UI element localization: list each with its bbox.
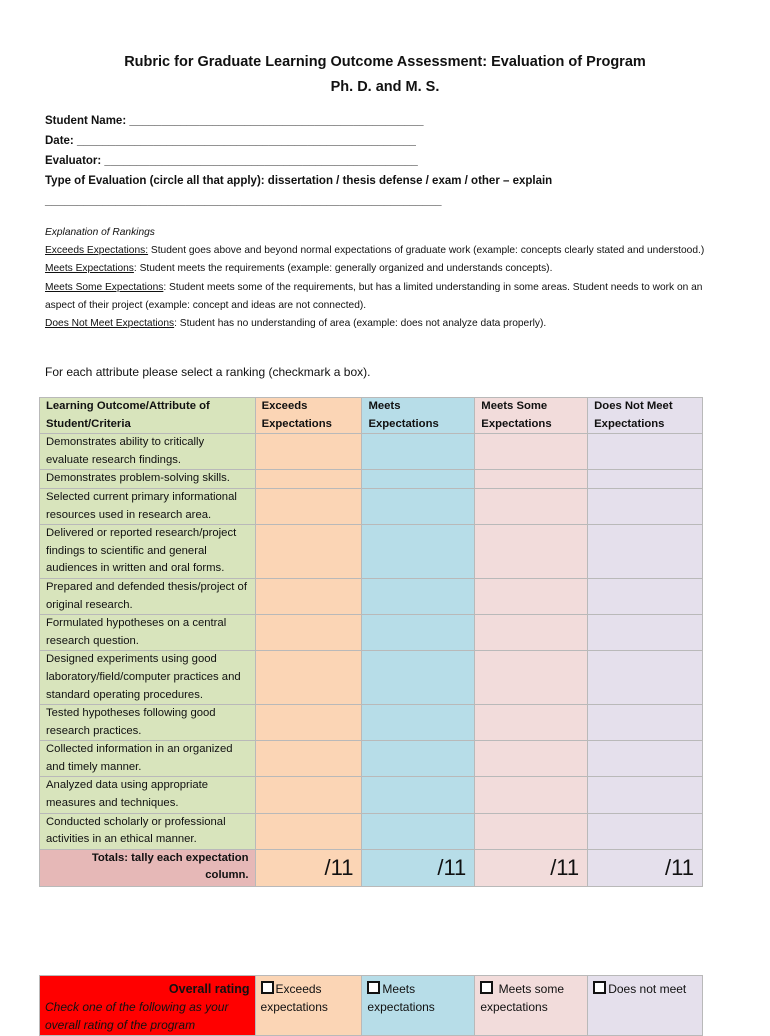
does-not-meet-cell[interactable] [588, 813, 703, 849]
exceeds-cell[interactable] [255, 615, 362, 651]
ranking-item [45, 242, 735, 260]
overall-rating-row [40, 976, 703, 1036]
ranking-term: Does Not Meet Expectations [45, 318, 175, 330]
total-meets-some[interactable]: /11 [475, 849, 588, 886]
checkbox-icon[interactable] [593, 981, 606, 994]
ranking-item [45, 260, 735, 278]
title-line-1: Rubric for Graduate Learning Outcome Assessment: Evaluation of Program [124, 54, 646, 70]
does-not-meet-cell[interactable] [588, 488, 703, 524]
ranking-text: : Student meets the requirements (example: generally organized and understands concepts). [133, 263, 553, 275]
evaluator-field[interactable]: Evaluator: _________________________________________________ [45, 155, 418, 167]
table-row [40, 525, 703, 579]
meets-cell[interactable] [362, 813, 475, 849]
meets-cell[interactable] [362, 488, 475, 524]
checkbox-icon[interactable] [261, 981, 274, 994]
table-row [40, 434, 703, 470]
rankings-heading: Explanation of Rankings [45, 227, 155, 238]
ranking-item [45, 315, 735, 333]
meets-some-cell[interactable] [475, 488, 588, 524]
does-not-meet-cell[interactable] [588, 525, 703, 579]
student-name-field[interactable]: Student Name: ______________________________________________ [45, 115, 424, 127]
table-row [40, 705, 703, 741]
option-label: Does not meet [608, 982, 687, 996]
date-field[interactable]: Date: _____________________________________________________ [45, 135, 416, 147]
does-not-meet-cell[interactable] [588, 777, 703, 813]
ranking-text: Student goes above and beyond normal expectations of graduate work (example: concepts clearly stated and understood.) [148, 245, 705, 257]
criteria-cell: Analyzed data using appropriate measures and techniques. [40, 777, 256, 813]
checkbox-icon[interactable] [367, 981, 380, 994]
ranking-term: Meets Expectations [45, 263, 134, 275]
meets-cell[interactable] [362, 470, 475, 489]
table-row [40, 470, 703, 489]
checkbox-icon[interactable] [480, 981, 493, 994]
header-does-not-meet: Does Not Meet Expectations [588, 398, 703, 434]
criteria-cell: Formulated hypotheses on a central research question. [40, 615, 256, 651]
meets-cell[interactable] [362, 434, 475, 470]
meets-some-cell[interactable] [475, 470, 588, 489]
exceeds-cell[interactable] [255, 813, 362, 849]
header-meets: Meets Expectations [362, 398, 475, 434]
meets-some-cell[interactable] [475, 777, 588, 813]
option-label: Meets some expectations [480, 982, 565, 1014]
does-not-meet-cell[interactable] [588, 651, 703, 705]
instruction-text: For each attribute please select a ranking (checkmark a box). [45, 365, 371, 379]
does-not-meet-cell[interactable] [588, 470, 703, 489]
ranking-term: Meets Some Expectations [45, 281, 164, 293]
criteria-cell: Designed experiments using good laboratory/field/computer practices and standard operating procedures. [40, 651, 256, 705]
table-row [40, 651, 703, 705]
meets-cell[interactable] [362, 741, 475, 777]
exceeds-cell[interactable] [255, 488, 362, 524]
ranking-text: : Student has no understanding of area (example: does not analyze data properly). [174, 318, 547, 330]
meets-cell[interactable] [362, 777, 475, 813]
table-row [40, 741, 703, 777]
option-label: Meets expectations [367, 982, 435, 1014]
meets-some-cell[interactable] [475, 705, 588, 741]
evaluation-type-line[interactable]: ______________________________________________________________ [45, 195, 442, 207]
exceeds-cell[interactable] [255, 470, 362, 489]
exceeds-cell[interactable] [255, 434, 362, 470]
meets-some-cell[interactable] [475, 578, 588, 614]
meets-cell[interactable] [362, 705, 475, 741]
meets-cell[interactable] [362, 578, 475, 614]
meets-some-cell[interactable] [475, 615, 588, 651]
does-not-meet-cell[interactable] [588, 705, 703, 741]
criteria-cell: Prepared and defended thesis/project of original research. [40, 578, 256, 614]
criteria-cell: Tested hypotheses following good research practices. [40, 705, 256, 741]
option-label: Exceeds expectations [260, 982, 328, 1014]
does-not-meet-cell[interactable] [588, 741, 703, 777]
overall-rating-label [40, 976, 256, 1036]
meets-cell[interactable] [362, 651, 475, 705]
exceeds-cell[interactable] [255, 578, 362, 614]
title-line-2: Ph. D. and M. S. [330, 79, 440, 95]
overall-rating-subtitle: Check one of the following as your overall rating of the program [45, 1000, 229, 1032]
does-not-meet-cell[interactable] [588, 578, 703, 614]
header-exceeds: Exceeds Expectations [255, 398, 362, 434]
table-row [40, 578, 703, 614]
does-not-meet-cell[interactable] [588, 615, 703, 651]
exceeds-cell[interactable] [255, 777, 362, 813]
meets-some-cell[interactable] [475, 525, 588, 579]
table-row [40, 813, 703, 849]
meets-some-cell[interactable] [475, 741, 588, 777]
header-criteria: Learning Outcome/Attribute of Student/Criteria [40, 398, 256, 434]
total-meets[interactable]: /11 [362, 849, 475, 886]
total-does-not-meet[interactable]: /11 [588, 849, 703, 886]
criteria-cell: Demonstrates ability to critically evaluate research findings. [40, 434, 256, 470]
exceeds-cell[interactable] [255, 705, 362, 741]
criteria-cell: Conducted scholarly or professional activities in an ethical manner. [40, 813, 256, 849]
overall-rating-table [39, 975, 703, 1036]
exceeds-cell[interactable] [255, 651, 362, 705]
header-row [40, 398, 703, 434]
totals-label: Totals: tally each expectation column. [40, 849, 256, 886]
overall-option-meets-some[interactable] [475, 976, 588, 1036]
rankings-explanation [45, 224, 735, 333]
exceeds-cell[interactable] [255, 525, 362, 579]
overall-option-exceeds[interactable] [255, 976, 362, 1036]
totals-row [40, 849, 703, 886]
meets-cell[interactable] [362, 525, 475, 579]
rubric-table [39, 397, 703, 887]
overall-option-does-not-meet[interactable] [588, 976, 703, 1036]
does-not-meet-cell[interactable] [588, 434, 703, 470]
student-info-fields [45, 111, 735, 211]
header-meets-some: Meets Some Expectations [475, 398, 588, 434]
meets-some-cell[interactable] [475, 813, 588, 849]
criteria-cell: Selected current primary informational resources used in research area. [40, 488, 256, 524]
ranking-item [45, 279, 735, 315]
meets-some-cell[interactable] [475, 651, 588, 705]
ranking-term: Exceeds Expectations: [45, 245, 149, 257]
overall-rating-title: Overall rating [168, 982, 250, 996]
meets-some-cell[interactable] [475, 434, 588, 470]
ranking-text: : Student meets some of the requirements, but has a limited understanding in some areas. Student needs to work on an aspect of their project (example: concept and ideas are not connected). [45, 281, 703, 311]
document-title [0, 50, 770, 100]
total-exceeds[interactable]: /11 [255, 849, 362, 886]
criteria-cell: Delivered or reported research/project findings to scientific and general audiences in written and oral forms. [40, 525, 256, 579]
criteria-cell: Collected information in an organized and timely manner. [40, 741, 256, 777]
evaluation-type-label: Type of Evaluation (circle all that apply): dissertation / thesis defense / exam / other – explain [45, 175, 553, 187]
overall-option-meets[interactable] [362, 976, 475, 1036]
meets-cell[interactable] [362, 615, 475, 651]
table-row [40, 488, 703, 524]
table-row [40, 615, 703, 651]
table-row [40, 777, 703, 813]
exceeds-cell[interactable] [255, 741, 362, 777]
criteria-cell: Demonstrates problem-solving skills. [40, 470, 256, 489]
